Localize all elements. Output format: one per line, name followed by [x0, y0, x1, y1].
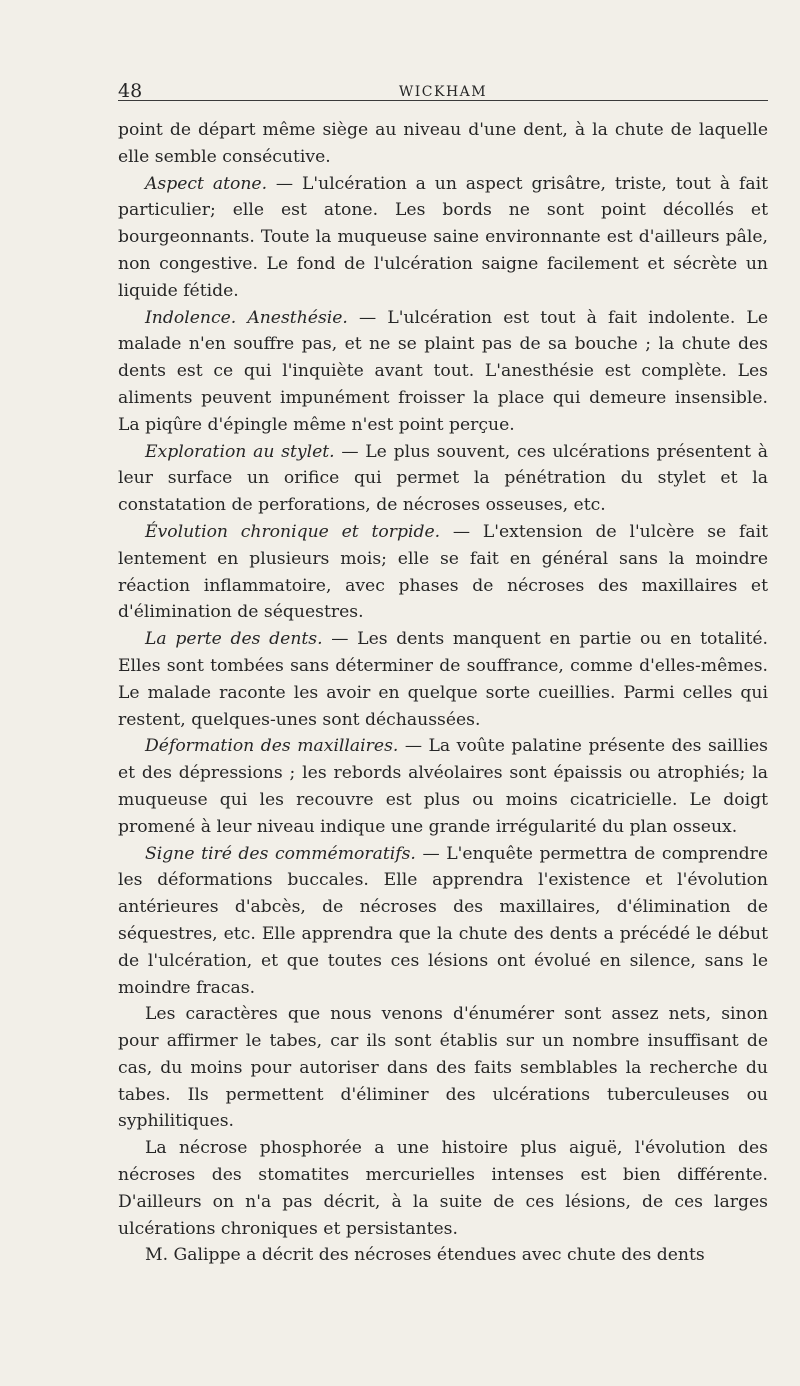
paragraph-text: — L'enquête permettra de comprendre les déformations buccales. Elle apprendra l'existence et l'évolution antérieures d'abcès, de nécroses des maxillaires, d'élimination de séquestres, etc. Elle apprendra que la chute des dents a précédé le début de l'ulcération, et que toutes ces lésions ont évolué en silence, sans le moindre fracas.: [118, 843, 769, 998]
page-header: [118, 72, 768, 101]
paragraph-text: — L'ulcération est tout à fait indolente. Le malade n'en souffre pas, et ne se plaint pas de sa bouche ; la chute des dents est ce qui l'inquiète avant tout. L'anesthésie est complète. Les aliments peuvent impunément froisser la place qui demeure insensible. La piqûre d'épingle même n'est point perçue.: [118, 307, 768, 435]
paragraph: [118, 439, 768, 519]
paragraph-heading: Aspect atone.: [145, 173, 268, 194]
paragraph-text: — L'extension de l'ulcère se fait lentement en plusieurs mois; elle se fait en général sans la moindre réaction inflammatoire, avec phases de nécroses des maxillaires et d'élimination de séquestres.: [118, 521, 768, 623]
paragraph: [118, 519, 768, 626]
paragraph-text: M. Galippe a décrit des nécroses étendues avec chute des dents: [145, 1245, 705, 1266]
paragraph: [118, 1135, 768, 1242]
paragraph-text: — Les dents manquent en partie ou en totalité. Elles sont tombées sans déterminer de souffrance, comme d'elles-mêmes. Le malade raconte les avoir en quelque sorte cueillies. Parmi celles qui restent, quelques-unes sont déchaussées.: [118, 629, 769, 730]
paragraph-text: La nécrose phosphorée a une histoire plus aiguë, l'évolution des nécroses des stomatites mercurielles intenses est bien différente. D'ailleurs on n'a pas décrit, à la suite de ces lésions, de ces larges ulcérations chroniques et persistantes.: [118, 1138, 768, 1239]
paragraph-text: — La voûte palatine présente des saillies et des dépressions ; les rebords alvéolaires sont épaissis ou atrophiés; la muqueuse qui les recouvre est plus ou moins cicatricielle. Le doigt promené à leur niveau indique une grande irrégularité du plan osseux.: [118, 736, 768, 837]
body-text: [118, 117, 768, 1269]
paragraph: [118, 117, 768, 171]
paragraph-heading: Évolution chronique et torpide.: [145, 521, 441, 542]
paragraph-text: point de départ même siège au niveau d'une dent, à la chute de laquelle elle semble consécutive.: [118, 120, 768, 167]
paragraph-text: Les caractères que nous venons d'énumérer sont assez nets, sinon pour affirmer le tabes, car ils sont établis sur un nombre insuffisant de cas, du moins pour autoriser dans des faits semblables la recherche du tabes. Ils permettent d'éliminer des ulcérations tuberculeuses ou syphilitiques.: [118, 1004, 768, 1132]
paragraph-heading: Signe tiré des commémoratifs.: [145, 843, 416, 864]
paragraph-heading: Déformation des maxillaires.: [145, 736, 399, 757]
paragraph: [118, 841, 768, 1002]
running-head: WICKHAM: [398, 84, 488, 100]
paragraph: [118, 171, 768, 305]
paragraph: [118, 1001, 768, 1135]
paragraph-text: — Le plus souvent, ces ulcérations présentent à leur surface un orifice qui permet la pénétration du stylet et la constatation de perforations, de nécroses osseuses, etc.: [118, 441, 768, 516]
paragraph: [118, 305, 768, 439]
paragraph: [118, 626, 768, 733]
paragraph: [118, 1242, 768, 1269]
paragraph-heading: Indolence. Anesthésie.: [145, 307, 348, 328]
page-number: 48: [118, 80, 143, 102]
paragraph-text: — L'ulcération a un aspect grisâtre, triste, tout à fait particulier; elle est atone. Les bords ne sont point décollés et bourgeonnants. Toute la muqueuse saine environnante est d'ailleurs pâle, non congestive. Le fond de l'ulcération saigne facilement et sécrète un liquide fétide.: [118, 173, 768, 301]
paragraph-heading: Exploration au stylet.: [145, 441, 335, 462]
paragraph-heading: La perte des dents.: [145, 629, 323, 650]
paragraph: [118, 733, 768, 840]
